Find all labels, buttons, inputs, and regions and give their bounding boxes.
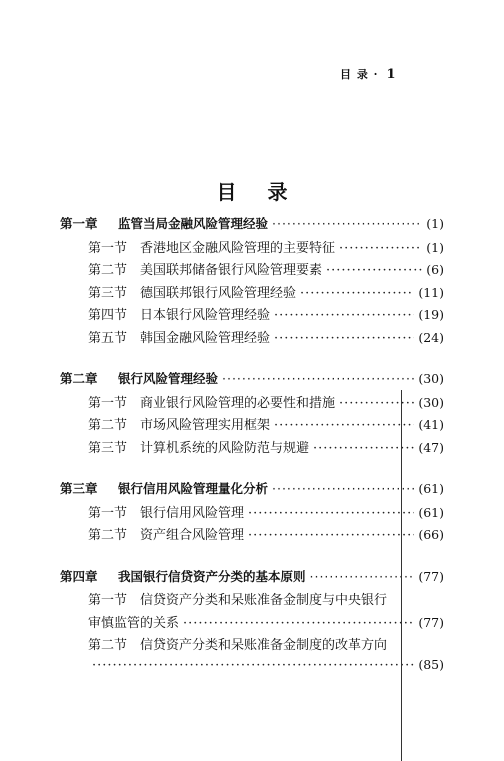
section-label: 第三节 [88, 440, 128, 456]
chapter-label: 第四章 [60, 568, 98, 584]
page-ref: (6) [426, 262, 444, 277]
toc-section[interactable] [60, 524, 444, 547]
toc-section[interactable] [60, 502, 444, 525]
chapter-gap [60, 459, 444, 479]
page-ref: (66) [418, 527, 444, 542]
chapter-title: 监管当局金融风险管理经验 [118, 216, 269, 231]
section-title-line1: 信贷资产分类和呆账准备金制度的改革方向 [140, 638, 388, 653]
toc-section-continuation[interactable] [60, 612, 444, 635]
chapter-label: 第三章 [60, 481, 98, 496]
chapter-title: 银行信用风险管理量化分析 [118, 481, 269, 496]
section-title: 市场风险管理实用框架 [140, 418, 271, 433]
section-title: 香港地区金融风险管理的主要特征 [140, 240, 336, 256]
dot-leader [92, 658, 414, 673]
section-label: 第二节 [88, 528, 128, 543]
scan-artifact-line [401, 390, 402, 761]
toc-section-continuation[interactable] [60, 657, 444, 680]
page-ref: (41) [418, 417, 444, 432]
section-title-line2: 审慎监管的关系 [88, 615, 180, 631]
dot-leader [339, 396, 414, 411]
dot-leader [272, 481, 414, 496]
section-label: 第四节 [88, 308, 128, 323]
chapter-title: 银行风险管理经验 [118, 371, 219, 386]
section-title: 日本银行风险管理经验 [140, 308, 271, 323]
dot-leader [222, 371, 414, 386]
chapter-title: 我国银行信贷资产分类的基本原则 [118, 568, 306, 584]
page-ref: (24) [418, 329, 444, 345]
header-page-number: 1 [386, 67, 397, 82]
toc-section[interactable] [60, 589, 444, 612]
toc-chapter-3[interactable] [60, 479, 444, 502]
page-ref: (30) [418, 394, 444, 410]
toc-section[interactable] [60, 237, 444, 260]
dot-leader [272, 216, 422, 231]
dot-leader [274, 308, 414, 323]
dot-leader [326, 263, 422, 278]
dot-leader [310, 569, 415, 584]
header-text: 目 录 · [340, 68, 379, 81]
section-label: 第二节 [88, 638, 128, 653]
section-label: 第一节 [88, 240, 128, 256]
toc-section[interactable] [60, 282, 444, 305]
dot-leader [300, 286, 414, 301]
table-of-contents [60, 214, 444, 679]
chapter-gap [60, 349, 444, 369]
page-ref: (1) [426, 239, 444, 255]
page-ref: (30) [418, 371, 444, 386]
section-label: 第五节 [88, 330, 128, 346]
toc-section[interactable] [60, 437, 444, 460]
section-title: 韩国金融风险管理经验 [140, 330, 271, 346]
dot-leader [313, 441, 414, 456]
chapter-label: 第二章 [60, 371, 98, 386]
page-ref: (61) [418, 504, 444, 520]
toc-chapter-4[interactable] [60, 567, 444, 590]
toc-section[interactable] [60, 327, 444, 350]
dot-leader [248, 528, 414, 543]
section-title-line1: 信贷资产分类和呆账准备金制度与中央银行 [140, 593, 388, 608]
page-ref: (11) [418, 284, 444, 300]
page-ref: (61) [418, 481, 444, 496]
page-title: 目 录 [216, 180, 300, 204]
toc-chapter-2[interactable] [60, 369, 444, 392]
page-ref: (77) [418, 568, 444, 584]
page-ref: (47) [418, 439, 444, 455]
section-label: 第一节 [88, 505, 128, 521]
chapter-label: 第一章 [60, 216, 98, 231]
running-header [340, 66, 397, 82]
page-ref: (1) [426, 216, 444, 231]
section-title: 银行信用风险管理 [140, 505, 245, 521]
dot-leader [183, 616, 414, 631]
section-title: 计算机系统的风险防范与规避 [140, 440, 310, 456]
dot-leader [274, 331, 414, 346]
section-label: 第二节 [88, 418, 128, 433]
section-label: 第一节 [88, 593, 128, 608]
section-title: 资产组合风险管理 [140, 528, 245, 543]
page-ref: (19) [418, 307, 444, 322]
section-label: 第三节 [88, 285, 128, 301]
chapter-gap [60, 547, 444, 567]
section-label: 第二节 [88, 263, 128, 278]
section-title: 德国联邦银行风险管理经验 [140, 285, 297, 301]
section-title: 美国联邦储备银行风险管理要素 [140, 263, 323, 278]
toc-section[interactable] [60, 634, 444, 657]
toc-section[interactable] [60, 414, 444, 437]
section-label: 第一节 [88, 395, 128, 411]
dot-leader [274, 418, 414, 433]
toc-chapter-1[interactable] [60, 214, 444, 237]
dot-leader [248, 506, 414, 521]
toc-section[interactable] [60, 304, 444, 327]
dot-leader [339, 241, 422, 256]
page-ref: (77) [418, 614, 444, 630]
toc-section[interactable] [60, 259, 444, 282]
page-ref: (85) [418, 656, 444, 672]
section-title: 商业银行风险管理的必要性和措施 [140, 395, 336, 411]
toc-section[interactable] [60, 392, 444, 415]
